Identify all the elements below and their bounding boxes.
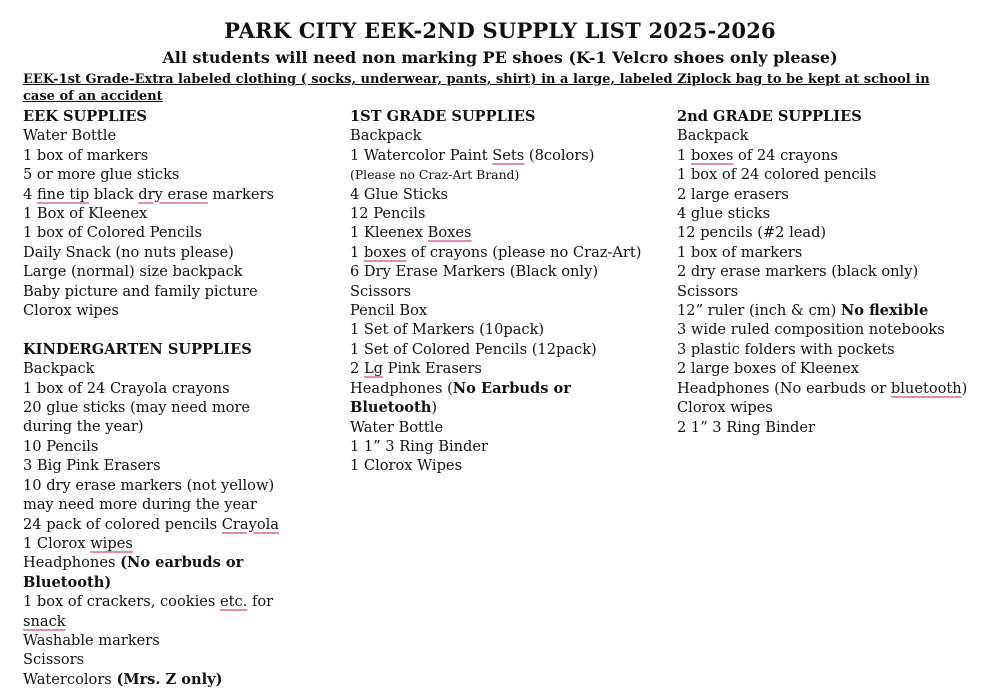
grade1-item-paint	[350, 146, 640, 185]
text-fragment: for	[247, 593, 274, 611]
grade1-item-pencils: 12 Pencils	[350, 205, 426, 223]
text-fragment: Watercolors	[23, 670, 117, 688]
kinder-heading: KINDERGARTEN SUPPLIES	[23, 340, 252, 358]
text-fragment: )	[961, 379, 968, 397]
text-fragment: markers	[207, 185, 275, 203]
bold-note: No flexible	[840, 302, 929, 320]
bold-note: (Mrs. Z only)	[116, 670, 223, 688]
eek-heading: EEK SUPPLIES	[23, 108, 147, 125]
grade2-item-notebooks: 3 wide ruled composition notebooks	[677, 321, 945, 339]
kinder-item-dry-erase: 10 dry erase markers (not yellow) may need more during the year	[23, 476, 275, 514]
eek-kinder-column	[23, 107, 323, 689]
grade2-item-pencils: 12 pencils (#2 lead)	[677, 224, 827, 242]
grade1-item-water-bottle: Water Bottle	[350, 418, 444, 436]
grade1-item-dry-erase: 6 Dry Erase Markers (Black only)	[350, 263, 599, 281]
grade1-item-crayons	[350, 243, 650, 262]
grade1-item-scissors: Scissors	[350, 282, 412, 300]
grade1-item-clorox: 1 Clorox Wipes	[350, 457, 463, 475]
grade1-item-colored-pencils: 1 Set of Colored Pencils (12pack)	[350, 340, 597, 358]
text-fragment: Headphones (No earbuds or	[677, 379, 891, 397]
grade1-heading: 1ST GRADE SUPPLIES	[350, 108, 536, 125]
spellcheck-word: Sets	[492, 146, 525, 164]
grade2-column	[677, 107, 987, 437]
text-fragment: 1 Watercolor Paint	[350, 146, 493, 164]
spellcheck-word: Boxes	[427, 224, 472, 242]
grade1-item-headphones	[350, 379, 620, 418]
grade2-item-glue: 4 glue sticks	[677, 205, 771, 223]
eek-item-water-bottle: Water Bottle	[23, 127, 117, 145]
section-spacer	[23, 320, 323, 339]
spellcheck-word: wipes	[90, 534, 133, 552]
grade2-item-scissors: Scissors	[677, 282, 739, 300]
grade1-item-glue: 4 Glue Sticks	[350, 185, 448, 203]
grade2-item-erasers: 2 large erasers	[677, 185, 789, 203]
grade1-column	[350, 107, 650, 476]
kinder-item-headphones	[23, 553, 293, 592]
spellcheck-word: Lg	[363, 360, 383, 378]
grade1-item-erasers	[350, 359, 650, 378]
kinder-item-erasers: 3 Big Pink Erasers	[23, 457, 161, 475]
eek-item-markers: 1 box of markers	[23, 146, 149, 164]
kinder-item-glue: 20 glue sticks (may need more during the year)	[23, 399, 251, 436]
kinder-item-colored-pencils	[23, 515, 323, 534]
text-fragment: 1	[677, 146, 691, 164]
kinder-item-pencils: 10 Pencils	[23, 437, 99, 455]
text-fragment: 4	[23, 185, 37, 203]
eek-item-glue: 5 or more glue sticks	[23, 166, 180, 184]
grade1-item-binder: 1 1” 3 Ring Binder	[350, 437, 489, 455]
grade1-item-kleenex	[350, 223, 650, 242]
kinder-item-clorox	[23, 534, 323, 553]
grade2-item-ruler	[677, 301, 987, 320]
text-fragment: of crayons (please no Craz-Art)	[406, 243, 642, 261]
text-fragment: Headphones	[23, 554, 121, 572]
text-fragment: 1 box of crackers, cookies	[23, 593, 221, 611]
grade1-item-pencil-box: Pencil Box	[350, 302, 428, 320]
spellcheck-word: boxes	[690, 146, 734, 164]
text-fragment: Headphones (	[350, 379, 453, 397]
grade2-item-clorox: Clorox wipes	[677, 399, 773, 417]
spellcheck-word: etc.	[220, 593, 248, 611]
spellcheck-word: snack	[23, 612, 66, 630]
kinder-item-crayons: 1 box of 24 Crayola crayons	[23, 379, 230, 397]
text-fragment: )	[431, 399, 438, 417]
page-title: PARK CITY EEK-2ND SUPPLY LIST 2025-2026	[224, 18, 776, 43]
text-fragment: Pink Erasers	[382, 360, 482, 378]
eek-item-colored-pencils: 1 box of Colored Pencils	[23, 224, 202, 242]
text-fragment: 12” ruler (inch & cm)	[677, 302, 841, 320]
spellcheck-word: dry erase	[138, 185, 208, 203]
spellcheck-word: fine tip	[36, 185, 90, 203]
grade2-item-dry-erase: 2 dry erase markers (black only)	[677, 263, 919, 281]
grade1-item-backpack: Backpack	[350, 127, 422, 145]
page-subtitle: All students will need non marking PE shoes (K-1 Velcro shoes only please)	[162, 48, 838, 67]
grade2-item-headphones	[677, 379, 987, 398]
grade2-item-markers: 1 box of markers	[677, 243, 803, 261]
grade2-item-backpack: Backpack	[677, 127, 749, 145]
spellcheck-word: bluetooth	[890, 379, 962, 397]
text-fragment: (8colors)	[524, 146, 595, 164]
text-fragment: 1 Clorox	[23, 534, 91, 552]
text-fragment: 24 pack of colored pencils	[23, 515, 222, 533]
kinder-item-snack	[23, 592, 293, 631]
grade2-item-colored-pencils: 1 box of 24 colored pencils	[677, 166, 877, 184]
grade2-item-folders: 3 plastic folders with pockets	[677, 340, 895, 358]
eek-item-snack: Daily Snack (no nuts please)	[23, 243, 234, 261]
text-fragment: of 24 crayons	[733, 146, 838, 164]
eek-item-kleenex: 1 Box of Kleenex	[23, 205, 148, 223]
kinder-item-backpack: Backpack	[23, 360, 95, 378]
grade2-item-crayons	[677, 146, 987, 165]
eek-item-backpack: Large (normal) size backpack	[23, 263, 243, 281]
spellcheck-word: boxes	[363, 243, 407, 261]
grade2-item-binder: 2 1” 3 Ring Binder	[677, 418, 816, 436]
bold-note: (No earbuds or Bluetooth)	[23, 554, 244, 591]
spellcheck-word: Crayola	[221, 515, 280, 533]
kinder-item-washable-markers: Washable markers	[23, 631, 160, 649]
eek-item-clorox: Clorox wipes	[23, 302, 119, 320]
grade2-item-kleenex: 2 large boxes of Kleenex	[677, 360, 859, 378]
kinder-item-scissors: Scissors	[23, 651, 85, 669]
grade2-heading: 2nd GRADE SUPPLIES	[677, 108, 862, 125]
text-fragment: black	[89, 185, 139, 203]
eek-item-dry-erase	[23, 185, 323, 204]
bold-note: No Earbuds or Bluetooth	[350, 379, 571, 417]
grade1-item-markers: 1 Set of Markers (10pack)	[350, 321, 545, 339]
text-fragment: 1 Kleenex	[350, 224, 428, 242]
eek-item-pictures: Baby picture and family picture	[23, 282, 258, 300]
small-note: (Please no Craz-Art Brand)	[350, 167, 520, 183]
clothing-note: EEK-1st Grade-Extra labeled clothing ( socks, underwear, pants, shirt) in a large, labeled Ziplock bag to be kept at school in case of an accident	[23, 72, 930, 104]
kinder-item-watercolors	[23, 670, 323, 689]
text-fragment: 2	[350, 360, 364, 378]
text-fragment: 1	[350, 243, 364, 261]
